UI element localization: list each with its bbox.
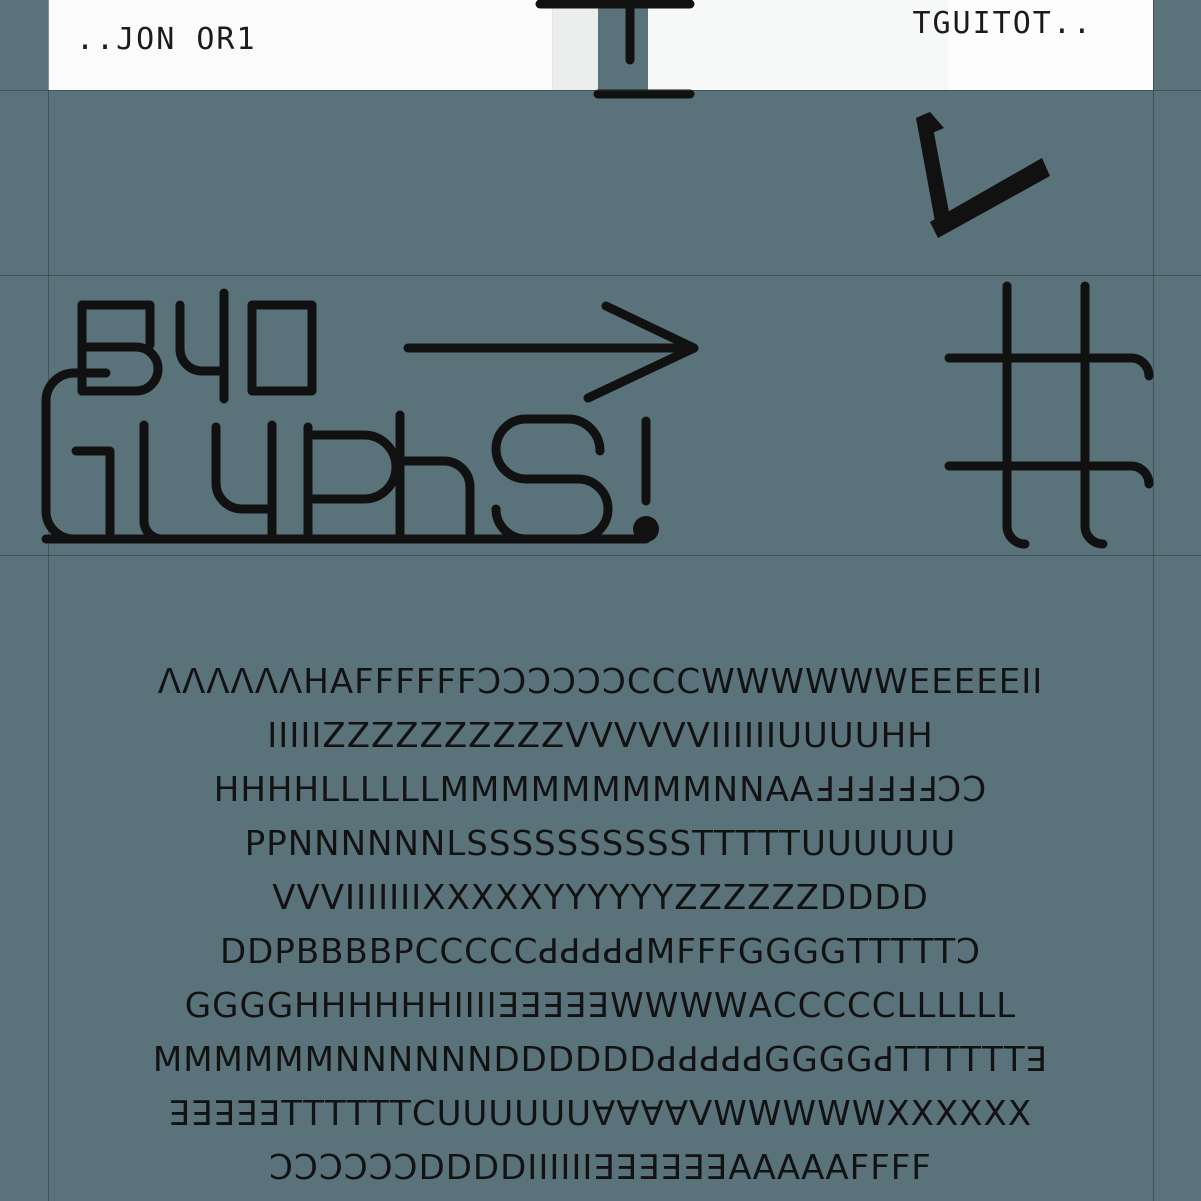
glyph-row: ꓥꓥꓥꓥꓥꓥꓧꓮꓝꓝꓝꓝꓝꓝꓛꓛꓛꓛꓛꓛꓚꓚꓚꓪꓪꓪꓪꓪꓪꓰꓰꓰꓰꓰꓲꓲ: [157, 662, 1044, 702]
strip-left-text: ..JON OR1: [76, 22, 257, 57]
hash-icon: [935, 270, 1150, 560]
glyph-row: ꓦꓦꓦꓲꓲꓲꓲꓲꓲꓲꓫꓫꓫꓫꓫꓬꓬꓬꓬꓬꓬꓜꓜꓜꓜꓜꓜꓓꓓꓓꓓ: [272, 878, 929, 918]
glyph-row: ꓱꓱꓱꓱꓱꓔꓔꓔꓔꓔꓔꓚꓴꓴꓴꓴꓴꓴꓯꓯꓯꓯꓦꓪꓪꓪꓪꓪꓫꓫꓫꓫꓫꓫ: [168, 1094, 1033, 1134]
glyph-row: ꓟꓟꓟꓟꓟꓟꓠꓠꓠꓠꓠꓠꓓꓓꓓꓓꓓꓓꓒꓒꓒꓒꓒꓖꓖꓖꓖꓒꓔꓔꓔꓔꓔꓔꓱ: [152, 1040, 1049, 1080]
glyph-row: ꓑꓑꓠꓠꓠꓠꓠꓠꓡꓢꓢꓢꓢꓢꓢꓢꓢꓢꓢꓔꓔꓔꓔꓔꓴꓴꓴꓴꓴꓴ: [244, 824, 957, 864]
glyph-row: ꓓꓓꓑꓐꓐꓐꓐꓑꓚꓚꓚꓚꓚꓒꓒꓒꓒꓒꓟꓝꓝꓝꓖꓖꓖꓖꓔꓔꓔꓔꓔꓛ: [219, 932, 982, 972]
glyph-row: ꓛꓛꓛꓛꓛꓛꓓꓓꓓꓓꓲꓲꓲꓲꓲꓲꓱꓱꓱꓱꓱꓱꓮꓮꓮꓮꓮꓝꓝꓝꓝ: [269, 1148, 932, 1188]
check-mark-icon: [900, 110, 1060, 260]
glyph-row: ꓖꓖꓖꓖꓧꓧꓧꓧꓧꓧꓲꓲꓲꓲꓱꓱꓱꓱꓱꓪꓪꓪꓪꓮꓚꓚꓚꓚꓚꓡꓡꓡꓡꓡꓡ: [184, 986, 1017, 1026]
grid-line-h1: [0, 90, 1201, 91]
strip-overlay-glyph: [480, 0, 700, 102]
strip-right-text: TGUITOT..: [912, 6, 1093, 41]
right-arrow-icon: [400, 300, 710, 405]
glyph-specimen-grid: [48, 655, 1153, 1201]
grid-line-v2: [1153, 0, 1154, 1201]
glyph-row: ꓲꓲꓲꓲꓲꓜꓜꓜꓜꓜꓜꓜꓜꓜꓜꓦꓦꓦꓦꓦꓦꓲꓲꓲꓲꓲꓲꓴꓴꓴꓴꓧꓧ: [267, 716, 934, 756]
glyph-row: ꓧꓧꓧꓧꓡꓡꓡꓡꓡꓡꓟꓟꓟꓟꓟꓟꓟꓟꓟꓠꓠꓮꓮꓞꓞꓞꓞꓞꓞꓛꓛ: [213, 770, 988, 810]
